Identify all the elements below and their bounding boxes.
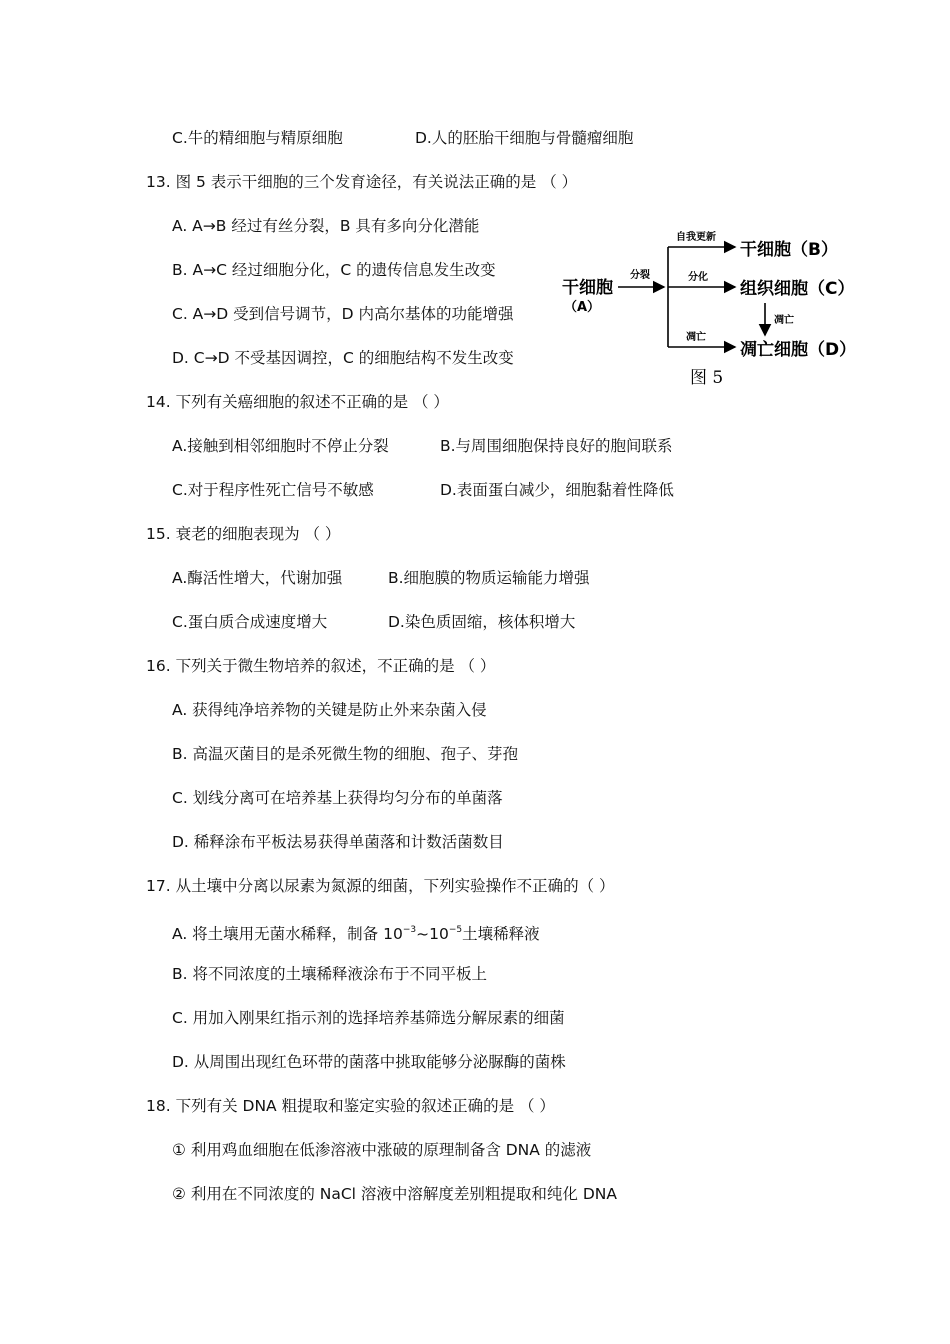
q13-option-d: D. C→D 不受基因调控，C 的细胞结构不发生改变 bbox=[172, 349, 514, 367]
q16-option-a: A. 获得纯净培养物的关键是防止外来杂菌入侵 bbox=[172, 701, 487, 719]
q14-option-c: C.对于程序性死亡信号不敏感 bbox=[172, 481, 374, 499]
q17-a-mid: ~10 bbox=[416, 925, 449, 943]
q13-option-b: B. A→C 经过细胞分化，C 的遗传信息发生改变 bbox=[172, 261, 496, 279]
q17-a-exp1: −3 bbox=[402, 925, 417, 935]
node-d: 凋亡细胞（D） bbox=[740, 340, 857, 360]
c-to-d-apoptosis-label: 凋亡 bbox=[774, 315, 794, 326]
q15-option-a: A.酶活性增大，代谢加强 bbox=[172, 569, 343, 587]
split-label: 分裂 bbox=[630, 270, 650, 281]
q12-option-d: D.人的胚胎干细胞与骨髓瘤细胞 bbox=[415, 129, 634, 147]
apoptosis-label: 凋亡 bbox=[686, 332, 706, 343]
q17-option-d: D. 从周围出现红色环带的菌落中挑取能够分泌脲酶的菌株 bbox=[172, 1053, 566, 1071]
q15-option-b: B.细胞膜的物质运输能力增强 bbox=[388, 569, 590, 587]
q17-a-post: 土壤稀释液 bbox=[462, 925, 540, 943]
q15-option-c: C.蛋白质合成速度增大 bbox=[172, 613, 328, 631]
q17-a-pre: A. 将土壤用无菌水稀释，制备 10 bbox=[172, 925, 403, 943]
q14-option-d: D.表面蛋白减少，细胞黏着性降低 bbox=[440, 481, 674, 499]
q17-option-b: B. 将不同浓度的土壤稀释液涂布于不同平板上 bbox=[172, 965, 487, 983]
q14-option-a: A.接触到相邻细胞时不停止分裂 bbox=[172, 437, 389, 455]
figure-caption: 图 5 bbox=[690, 368, 724, 388]
q18-stem: 18. 下列有关 DNA 粗提取和鉴定实验的叙述正确的是 （ ） bbox=[146, 1097, 555, 1115]
q14-stem: 14. 下列有关癌细胞的叙述不正确的是 （ ） bbox=[146, 393, 449, 411]
q16-option-d: D. 稀释涂布平板法易获得单菌落和计数活菌数目 bbox=[172, 833, 504, 851]
node-c: 组织细胞（C） bbox=[740, 279, 855, 299]
q18-item-2: ② 利用在不同浓度的 NaCl 溶液中溶解度差别粗提取和纯化 DNA bbox=[172, 1185, 617, 1203]
stem-cell-a-label: 干细胞 bbox=[562, 278, 613, 298]
q17-option-a bbox=[172, 920, 540, 944]
q12-option-c: C.牛的精细胞与精原细胞 bbox=[172, 129, 343, 147]
q17-stem: 17. 从土壤中分离以尿素为氮源的细菌，下列实验操作不正确的（ ） bbox=[146, 877, 615, 895]
q14-option-b: B.与周围细胞保持良好的胞间联系 bbox=[440, 437, 673, 455]
q13-option-a: A. A→B 经过有丝分裂，B 具有多向分化潜能 bbox=[172, 217, 480, 235]
q18-item-1: ① 利用鸡血细胞在低渗溶液中涨破的原理制备含 DNA 的滤液 bbox=[172, 1141, 592, 1159]
q13-stem: 13. 图 5 表示干细胞的三个发育途径，有关说法正确的是 （ ） bbox=[146, 173, 578, 191]
stem-cell-a-sub: （A） bbox=[564, 300, 601, 315]
q16-stem: 16. 下列关于微生物培养的叙述，不正确的是 （ ） bbox=[146, 657, 496, 675]
q16-option-b: B. 高温灭菌目的是杀死微生物的细胞、孢子、芽孢 bbox=[172, 745, 518, 763]
q17-a-exp2: −5 bbox=[448, 925, 463, 935]
q15-option-d: D.染色质固缩，核体积增大 bbox=[388, 613, 576, 631]
q16-option-c: C. 划线分离可在培养基上获得均匀分布的单菌落 bbox=[172, 789, 503, 807]
q15-stem: 15. 衰老的细胞表现为 （ ） bbox=[146, 525, 341, 543]
node-b: 干细胞（B） bbox=[740, 240, 838, 260]
q13-option-c: C. A→D 受到信号调节，D 内高尔基体的功能增强 bbox=[172, 305, 514, 323]
q17-option-c: C. 用加入刚果红指示剂的选择培养基筛选分解尿素的细菌 bbox=[172, 1009, 565, 1027]
self-renew-label: 自我更新 bbox=[676, 232, 716, 243]
figure-5-diagram bbox=[560, 225, 890, 390]
differentiate-label: 分化 bbox=[688, 272, 708, 283]
